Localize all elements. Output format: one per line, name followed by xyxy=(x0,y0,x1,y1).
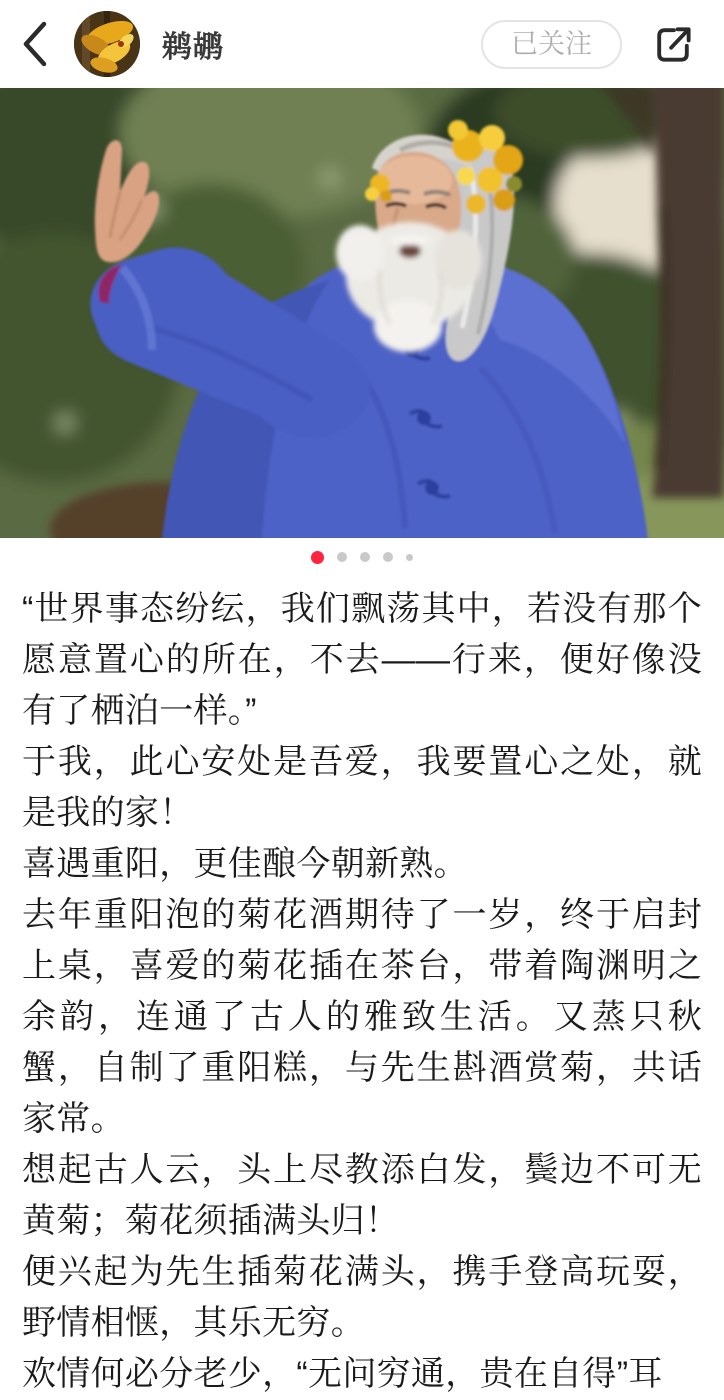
post-paragraph: 欢情何必分老少，“无问穷通，贵在自得”耳 xyxy=(22,1355,663,1393)
post-paragraph: 喜遇重阳，更佳酿今朝新熟。 xyxy=(22,845,468,883)
post-photo-image xyxy=(0,88,724,538)
post-paragraph: 便兴起为先生插菊花满头，携手登高玩耍，野情相惬，其乐无穷。 xyxy=(22,1253,702,1342)
post-paragraph: “世界事态纷纭，我们飘荡其中，若没有那个愿意置心的所在，不去——行来，便好像没有了栖泊一样。” xyxy=(22,590,702,730)
share-button[interactable] xyxy=(648,19,698,69)
carousel-dot[interactable] xyxy=(406,554,413,561)
avatar[interactable] xyxy=(74,11,140,77)
follow-button[interactable] xyxy=(481,20,622,69)
mouth xyxy=(399,244,421,258)
chevron-left-icon xyxy=(16,18,52,70)
follow-button-label: 已关注 xyxy=(511,28,592,59)
post-paragraph: 去年重阳泡的菊花酒期待了一岁，终于启封上桌，喜爱的菊花插在茶台，带着陶渊明之余韵，连通了古人的雅致生活。又蒸只秋蟹，自制了重阳糕，与先生斟酒赏菊，共话家常。 xyxy=(22,896,702,1138)
top-bar xyxy=(0,0,724,88)
post-body xyxy=(0,576,724,1400)
carousel-indicator xyxy=(0,538,724,576)
back-button[interactable] xyxy=(16,14,60,74)
share-external-arrow-icon xyxy=(650,21,696,67)
avatar-flower-image xyxy=(74,11,140,77)
carousel-dot-active[interactable] xyxy=(311,551,324,564)
post-photo[interactable] xyxy=(0,88,724,538)
carousel-dot[interactable] xyxy=(337,552,347,562)
carousel-dot[interactable] xyxy=(383,552,393,562)
post-paragraph: 想起古人云，头上尽教添白发，鬓边不可无黄菊；菊花须插满头归！ xyxy=(22,1151,702,1240)
username[interactable]: 鹈鹕 xyxy=(162,31,224,64)
post-paragraph: 于我，此心安处是吾爱，我要置心之处，就是我的家！ xyxy=(22,743,702,832)
carousel-dot[interactable] xyxy=(360,552,370,562)
